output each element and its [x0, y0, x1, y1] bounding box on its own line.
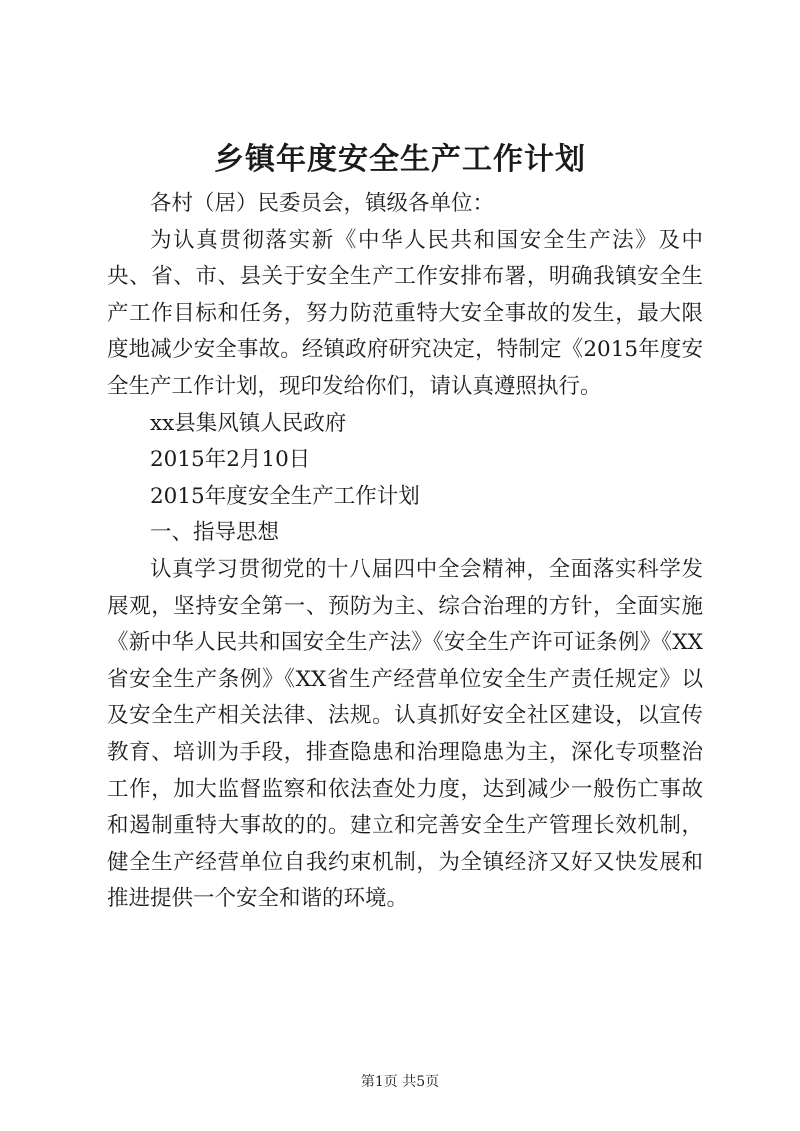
plan-heading: 2015年度安全生产工作计划 [150, 483, 420, 509]
document-body [107, 186, 703, 918]
salutation: 各村（居）民委员会，镇级各单位： [150, 191, 495, 216]
guiding-ideology-paragraph: 认真学习贯彻党的十八届四中全会精神，全面落实科学发展观，坚持安全第一、预防为主、综合治理的方针，全面实施《新中华人民共和国安全生产法》《安全生产许可证条例》《XX省安全生产条例》《XX省生产经营单位安全生产责任规定》以及安全生产相关法律、法规。认真抓好安全社区建设，以宣传教育、培训为手段，排查隐患和治理隐患为主，深化专项整治工作，加大监督监察和依法查处力度，达到减少一般伤亡事故和遏制重特大事故的的。建立和完善安全生产管理长效机制，健全生产经营单位自我约束机制，为全镇经济又好又快发展和推进提供一个安全和谐的环境。 [107, 556, 703, 912]
issue-date: 2015年2月10日 [150, 447, 311, 473]
issuer: xx县集风镇人民政府 [150, 410, 347, 436]
intro-paragraph: 为认真贯彻落实新《中华人民共和国安全生产法》及中央、省、市、县关于安全生产工作安排布署，明确我镇安全生产工作目标和任务，努力防范重特大安全事故的发生，最大限度地减少安全事故。经镇政府研究决定，特制定《2015年度安全生产工作计划，现印发给你们，请认真遵照执行。 [107, 227, 703, 399]
document-title: 乡镇年度安全生产工作计划 [214, 142, 586, 177]
section-heading: 一、指导思想 [150, 520, 280, 546]
page-number: 第1页 共5页 [360, 1074, 440, 1090]
